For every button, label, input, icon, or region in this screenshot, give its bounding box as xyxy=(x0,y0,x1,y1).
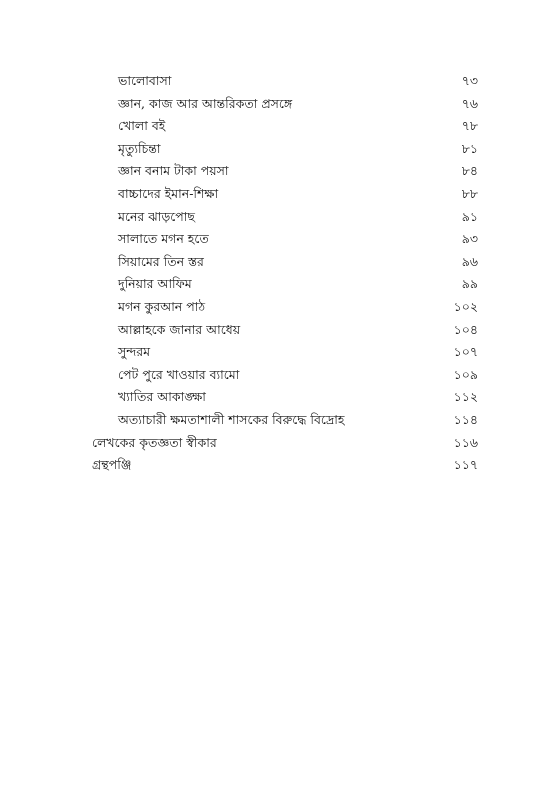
toc-entry xyxy=(0,183,552,206)
toc-entry-title: বাচ্চাদের ইমান-শিক্ষা xyxy=(118,185,219,201)
toc-entry-title: সালাতে মগন হতে xyxy=(118,231,209,247)
toc-entry-title: খোলা বই xyxy=(118,118,166,134)
toc-entry xyxy=(0,454,552,477)
toc-entry-title: সিয়ামের তিন স্তর xyxy=(118,253,204,269)
toc-entry xyxy=(0,228,552,251)
toc-entry-title: জ্ঞান বনাম টাকা পয়সা xyxy=(118,163,229,179)
toc-entry xyxy=(0,160,552,183)
toc-entry-page: ১০৭ xyxy=(453,344,478,360)
toc-entry-title: দুনিয়ার আফিম xyxy=(118,276,192,292)
toc-entry xyxy=(0,206,552,229)
toc-entry-title: পেট পুরে খাওয়ার ব্যামো xyxy=(118,366,240,382)
toc-entry xyxy=(0,115,552,138)
toc-entry-page: ৯৩ xyxy=(461,231,478,247)
toc-entry-title: অত্যাচারী ক্ষমতাশালী শাসকের বিরুদ্ধে বিদ্রোহ xyxy=(118,411,345,427)
toc-entry-page: ১০৪ xyxy=(453,321,478,337)
toc-entry-title: গ্রন্থপঞ্জি xyxy=(92,457,132,473)
table-of-contents xyxy=(0,70,552,477)
toc-entry-page: ৯৬ xyxy=(461,253,478,269)
toc-entry xyxy=(0,341,552,364)
toc-entry-page: ৭৩ xyxy=(461,73,478,88)
toc-entry-page: ৯১ xyxy=(461,208,478,224)
toc-entry-page: ৯৯ xyxy=(461,276,478,292)
toc-entry-title: মগন কুরআন পাঠ xyxy=(118,298,205,314)
toc-entry-title: ভালোবাসা xyxy=(118,73,172,88)
toc-entry-page: ১১৭ xyxy=(453,457,478,473)
toc-entry-page: ১০২ xyxy=(453,298,478,314)
toc-entry xyxy=(0,70,552,93)
toc-entry-title: জ্ঞান, কাজ আর আন্তরিকতা প্রসঙ্গে xyxy=(118,95,293,111)
toc-entry xyxy=(0,93,552,116)
toc-entry xyxy=(0,251,552,274)
toc-entry-page: ১১৪ xyxy=(453,411,478,427)
toc-entry xyxy=(0,273,552,296)
toc-entry-page: ১০৯ xyxy=(453,366,478,382)
toc-entry-title: সুন্দরম xyxy=(118,344,151,360)
toc-entry-page: ১১২ xyxy=(453,389,478,405)
toc-entry xyxy=(0,364,552,387)
toc-entry-title: মনের ঝাড়পোছ xyxy=(118,208,195,224)
toc-entry-title: খ্যাতির আকাঙ্ক্ষা xyxy=(118,389,206,405)
toc-entry-page: ১১৬ xyxy=(453,434,478,450)
toc-entry xyxy=(0,409,552,432)
toc-entry-page: ৮৪ xyxy=(461,163,478,179)
toc-entry-page: ৮১ xyxy=(461,140,478,156)
toc-entry xyxy=(0,296,552,319)
toc-entry-title: মৃত্যুচিন্তা xyxy=(118,140,161,156)
toc-entry xyxy=(0,386,552,409)
toc-entry-title: আল্লাহকে জানার আধেয় xyxy=(118,321,241,337)
toc-entry xyxy=(0,432,552,455)
toc-entry-page: ৭৬ xyxy=(461,95,478,111)
toc-entry-title: লেখকের কৃতজ্ঞতা স্বীকার xyxy=(92,434,217,450)
toc-entry xyxy=(0,319,552,342)
toc-entry xyxy=(0,138,552,161)
toc-entry-page: ৮৮ xyxy=(461,185,478,201)
toc-entry-page: ৭৮ xyxy=(461,118,478,134)
